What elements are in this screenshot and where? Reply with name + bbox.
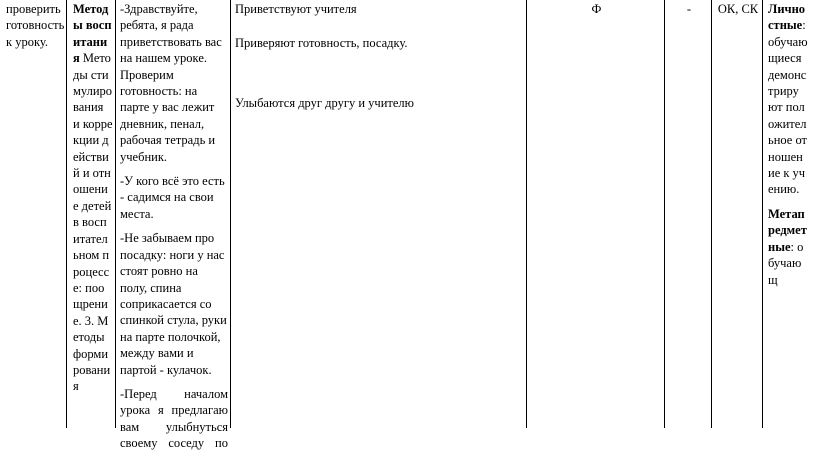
column-divider xyxy=(115,0,116,428)
column-assessment xyxy=(716,1,760,429)
column-divider xyxy=(66,0,67,428)
column-work-form xyxy=(531,1,662,429)
column-dash xyxy=(669,1,709,429)
assessment-text: ОК, СК xyxy=(717,2,759,16)
personal-outcomes-heading: Личностные xyxy=(768,2,806,33)
column-divider xyxy=(762,0,763,428)
meta-outcomes-heading: Метапредметные xyxy=(768,206,807,254)
stage-goal-text: проверить готовность к уроку. xyxy=(6,2,65,49)
work-form-text: Ф xyxy=(591,2,602,16)
column-divider xyxy=(230,0,231,428)
methods-body: Методы стимулирования и коррекции действий и отношение детей в воспитательном процессе: поощрение. 3. Методы формирования xyxy=(73,51,113,394)
column-methods xyxy=(73,1,113,429)
column-teacher-activity xyxy=(120,1,228,451)
teacher-greeting: -Здравствуйте, ребята, я рада приветствовать вас на нашем уроке. Проверим готовность: на парте у вас лежит дневник, пенал, рабочая тетрадь и учебник. xyxy=(120,2,222,164)
student-activity-3: Улыбаются друг другу и учителю xyxy=(235,95,414,110)
personal-outcomes-text: : обучающиеся демонстрируют положительное отношение к учению. xyxy=(768,18,808,197)
column-divider xyxy=(526,0,527,428)
teacher-smile: -Перед началом урока я предлагаю вам улыбнуться своему соседу по xyxy=(120,386,228,451)
column-outcomes xyxy=(768,1,808,429)
student-activity-2: Приверяют готовность, посадку. xyxy=(235,36,408,51)
column-divider xyxy=(711,0,712,428)
methods-heading: Методы воспитания xyxy=(73,2,112,66)
column-stage-goal xyxy=(6,1,65,429)
column-divider xyxy=(664,0,665,428)
column-student-activity xyxy=(235,1,525,429)
teacher-posture: -Не забываем про посадку: ноги у нас стоят ровно на полу, спина соприкасается со спинкой стула, руки на парте полочкой, между вами и партой - кулачок. xyxy=(120,231,227,377)
teacher-sit-down: -У кого всё это есть - садимся на свои места. xyxy=(120,174,225,221)
dash-text: - xyxy=(686,2,692,16)
meta-outcomes-text: : обучающ xyxy=(768,239,804,287)
student-activity-1: Приветствуют учителя xyxy=(235,2,357,16)
